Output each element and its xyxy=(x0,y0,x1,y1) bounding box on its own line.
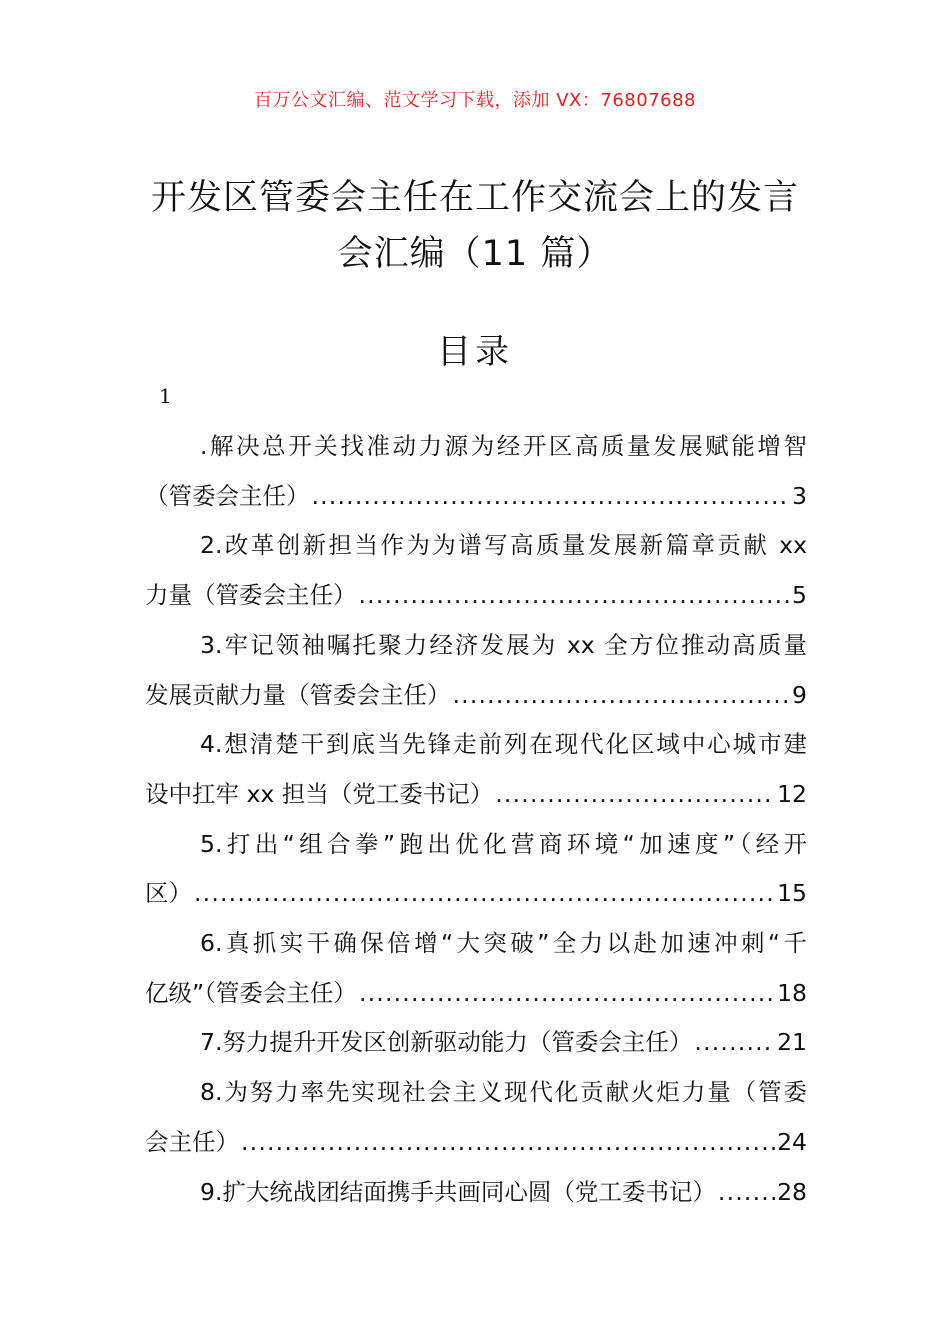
toc-entry[interactable] xyxy=(145,1068,807,1167)
toc-entry-title-line: 5.打出“组合拳”跑出优化营商环境“加速度”（经开 xyxy=(200,829,807,858)
toc-entry-title-line: 8.为努力率先实现社会主义现代化贡献火炬力量（管委 xyxy=(200,1078,807,1107)
dot-leader xyxy=(194,869,775,919)
toc-entry-page: 15 xyxy=(777,879,807,908)
toc-entry-title-tail: 设中扛牢 xx 担当（党工委书记） xyxy=(145,779,494,808)
dot-leader xyxy=(495,770,775,820)
toc-entry-title-tail: 会主任） xyxy=(145,1127,239,1156)
table-of-contents xyxy=(145,422,807,1217)
toc-entry-title-line: 3.牢记领袖嘱托聚力经济发展为 xx 全方位推动高质量 xyxy=(200,630,807,659)
toc-entry-title-tail: 区） xyxy=(145,879,192,908)
dot-leader xyxy=(359,969,775,1019)
toc-entry-page: 5 xyxy=(792,581,807,610)
dot-leader xyxy=(694,1018,775,1068)
toc-entry[interactable] xyxy=(145,422,807,521)
toc-entry-title-line: 2.改革创新担当作为为谱写高质量发展新篇章贡献 xx xyxy=(200,531,807,560)
toc-entry-title-tail: 力量（管委会主任） xyxy=(145,581,357,610)
toc-entry-page: 9 xyxy=(792,680,807,709)
toc-entry-page: 21 xyxy=(777,1028,807,1057)
toc-entry[interactable] xyxy=(145,1018,807,1068)
toc-entry-title-tail: （管委会主任） xyxy=(145,481,310,510)
toc-entry-title-line: 6.真抓实干确保倍增“大突破”全力以赴加速冲刺“千 xyxy=(200,929,807,958)
page-number-label: 1 xyxy=(159,384,172,408)
toc-entry-title-tail: 发展贡献力量（管委会主任） xyxy=(145,680,451,709)
dot-leader xyxy=(241,1118,775,1168)
toc-entry[interactable] xyxy=(145,521,807,620)
toc-entry-page: 28 xyxy=(777,1177,807,1206)
dot-leader xyxy=(718,1168,775,1218)
dot-leader xyxy=(453,671,791,721)
toc-entry-title-tail: 亿级”（管委会主任） xyxy=(145,978,357,1007)
toc-entry-page: 24 xyxy=(777,1127,807,1156)
dot-leader xyxy=(312,472,791,522)
toc-entry-title-tail: 9.扩大统战团结面携手共画同心圆（党工委书记） xyxy=(200,1177,716,1206)
toc-entry-page: 3 xyxy=(792,481,807,510)
toc-entry-title-line: .解决总开关找准动力源为经开区高质量发展赋能增智 xyxy=(200,432,807,460)
toc-heading: 目录 xyxy=(437,332,513,372)
toc-entry-page: 18 xyxy=(777,978,807,1007)
watermark-text: 百万公文汇编、范文学习下载，添加 VX：76807688 xyxy=(254,90,696,111)
toc-entry-title-line: 4.想清楚干到底当先锋走前列在现代化区域中心城市建 xyxy=(200,730,807,759)
toc-entry[interactable] xyxy=(145,621,807,720)
toc-entry-title-tail: 7.努力提升开发区创新驱动能力（管委会主任） xyxy=(200,1028,693,1057)
toc-entry-page: 12 xyxy=(777,779,807,808)
toc-entry[interactable] xyxy=(145,720,807,819)
toc-entry[interactable] xyxy=(145,820,807,919)
document-title: 开发区管委会主任在工作交流会上的发言会汇编（11 篇） xyxy=(150,178,799,274)
toc-entry[interactable] xyxy=(145,919,807,1018)
dot-leader xyxy=(359,571,791,621)
toc-entry[interactable] xyxy=(145,1168,807,1218)
